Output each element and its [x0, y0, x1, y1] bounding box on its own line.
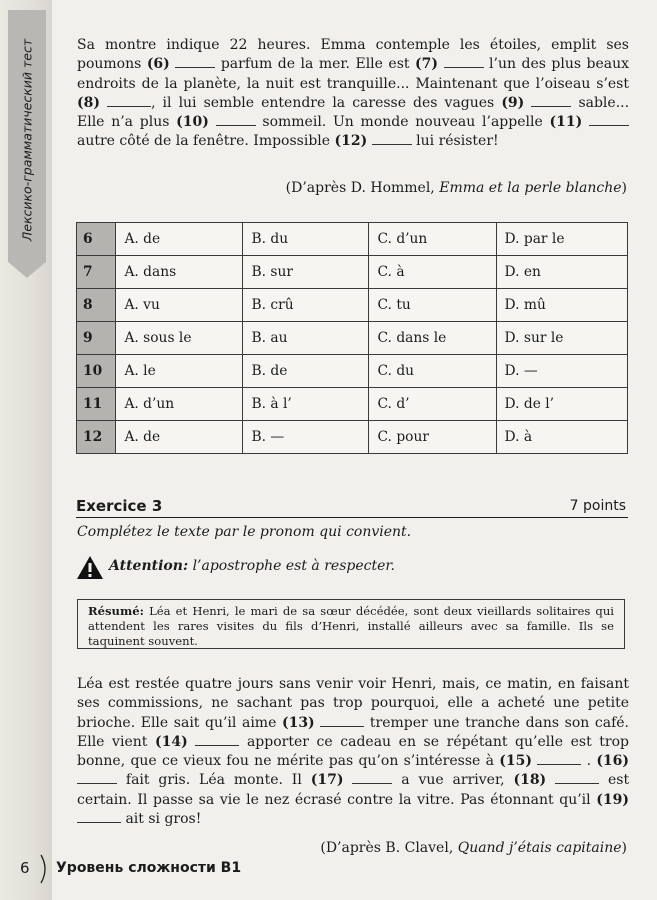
text-segment: parfum de la mer. Elle est — [220, 56, 410, 73]
row-number: 6 — [77, 223, 116, 256]
option-d[interactable]: D. par le — [496, 223, 627, 256]
summary-label: Résumé: — [88, 604, 144, 618]
row-number: 8 — [77, 289, 116, 322]
blank-number-15: (15) — [499, 753, 532, 770]
text-segment: , il lui semble entendre la caresse des vagues — [151, 94, 495, 111]
option-b[interactable]: B. de — [243, 355, 369, 388]
option-a[interactable]: A. d’un — [116, 388, 243, 421]
table-row — [77, 355, 628, 388]
source-suffix: ) — [621, 180, 627, 196]
attention-text: l’apostrophe est à respecter. — [192, 558, 395, 574]
text-segment: . — [586, 753, 592, 770]
blank-6[interactable] — [175, 55, 215, 68]
table-row — [77, 289, 628, 322]
option-a[interactable]: A. le — [116, 355, 243, 388]
source-prefix: (D’après B. Clavel, — [320, 840, 454, 856]
text-segment: ait si gros! — [125, 811, 202, 828]
blank-number-13: (13) — [281, 714, 315, 731]
row-number: 10 — [77, 355, 116, 388]
option-c[interactable]: C. tu — [369, 289, 496, 322]
blank-12[interactable] — [372, 132, 412, 145]
option-c[interactable]: C. dans le — [369, 322, 496, 355]
blank-number-19: (19) — [596, 791, 630, 808]
table-row — [77, 388, 628, 421]
blank-number-17: (17) — [310, 772, 344, 789]
table-row — [77, 421, 628, 454]
blank-8[interactable] — [107, 94, 151, 107]
option-c[interactable]: C. pour — [369, 421, 496, 454]
text-segment: a vue arriver, — [401, 772, 505, 789]
blank-number-16: (16) — [596, 753, 630, 770]
option-a[interactable]: A. vu — [116, 289, 243, 322]
source-title: Quand j’étais capitaine — [457, 840, 622, 856]
blank-17[interactable] — [352, 771, 392, 784]
blank-number-14: (14) — [154, 733, 188, 750]
text-segment: sable... Elle n’a plus — [77, 94, 630, 131]
instruction: Complétez le texte par le pronom qui convient. — [77, 524, 412, 540]
blank-number-11: (11) — [549, 114, 583, 131]
option-c[interactable]: C. du — [369, 355, 496, 388]
text-paragraph-1 — [77, 36, 629, 152]
option-b[interactable]: B. à l’ — [243, 388, 369, 421]
option-a[interactable]: A. de — [116, 421, 243, 454]
option-a[interactable]: A. de — [116, 223, 243, 256]
option-d[interactable]: D. sur le — [496, 322, 627, 355]
page-number: 6 — [20, 859, 30, 877]
sidebar-label: Лексико-грамматический тест — [19, 38, 35, 242]
blank-10[interactable] — [216, 113, 256, 126]
exercise-header — [76, 497, 628, 518]
exercise-points: 7 points — [569, 498, 626, 514]
blank-7[interactable] — [444, 55, 484, 68]
row-number: 11 — [77, 388, 116, 421]
source-prefix: (D’après D. Hommel, — [285, 180, 435, 196]
table-row — [77, 223, 628, 256]
option-d[interactable]: D. à — [496, 421, 627, 454]
option-a[interactable]: A. dans — [116, 256, 243, 289]
option-c[interactable]: C. d’ — [369, 388, 496, 421]
source-suffix: ) — [621, 840, 627, 856]
exercise-title: Exercice 3 — [76, 497, 163, 515]
attention-label: Attention: — [109, 558, 189, 574]
blank-number-6: (6) — [146, 56, 170, 73]
source-title: Emma et la perle blanche — [439, 180, 622, 196]
text-segment: Sa montre indique 22 heures. Emma contemple les étoiles, emplit ses poumons — [77, 37, 629, 73]
text-segment: lui résister! — [416, 133, 499, 150]
footer-separator — [38, 854, 52, 884]
source-citation-2 — [320, 840, 627, 856]
text-segment: apporter ce cadeau en se répétant qu’elle est trop bonne, que ce vieux fou ne mérite pas qu’on s’intéresse à — [77, 733, 630, 770]
text-segment: autre côté de la fenêtre. Impossible — [77, 133, 331, 150]
text-segment: est certain. Il passe sa vie le nez écrasé contre la vitre. Pas étonnant qu’il — [77, 772, 630, 808]
blank-number-9: (9) — [501, 94, 525, 111]
row-number: 7 — [77, 256, 116, 289]
summary-box — [77, 599, 625, 649]
warning-icon — [76, 555, 104, 580]
text-segment: tremper une tranche dans son café. Elle vient — [77, 714, 630, 750]
table-row — [77, 322, 628, 355]
blank-15[interactable] — [537, 752, 581, 765]
text-segment: fait gris. Léa monte. Il — [125, 772, 302, 789]
option-b[interactable]: B. sur — [243, 256, 369, 289]
text-paragraph-2 — [77, 675, 629, 829]
row-number: 9 — [77, 322, 116, 355]
blank-number-10: (10) — [176, 114, 209, 131]
blank-number-8: (8) — [77, 94, 100, 111]
sidebar — [0, 0, 52, 900]
blank-11[interactable] — [589, 113, 629, 126]
blank-number-18: (18) — [513, 772, 547, 789]
option-a[interactable]: A. sous le — [116, 322, 243, 355]
option-c[interactable]: C. à — [369, 256, 496, 289]
answer-choices-table — [76, 222, 628, 454]
option-d[interactable]: D. — — [496, 355, 627, 388]
blank-19[interactable] — [77, 810, 121, 823]
option-c[interactable]: C. d’un — [369, 223, 496, 256]
blank-number-7: (7) — [415, 56, 439, 73]
blank-13[interactable] — [320, 714, 364, 727]
source-citation-1 — [286, 180, 627, 196]
table-row — [77, 256, 628, 289]
blank-18[interactable] — [555, 771, 599, 784]
difficulty-level: Уровень сложности B1 — [56, 860, 242, 876]
text-segment: sommeil. Un monde nouveau l’appelle — [262, 114, 543, 131]
summary-text: Léa et Henri, le mari de sa sœur décédée, sont deux vieillards solitaires qui attendent les rares visites du fils d’Henri, installé ailleurs avec sa famille. Ils se taquinent souvent. — [88, 604, 615, 649]
row-number: 12 — [77, 421, 116, 454]
option-d[interactable]: D. de l’ — [496, 388, 627, 421]
blank-16[interactable] — [77, 771, 117, 784]
option-b[interactable]: B. crû — [243, 289, 369, 322]
blank-9[interactable] — [531, 94, 571, 107]
option-d[interactable]: D. mû — [496, 289, 627, 322]
text-segment: Léa est restée quatre jours sans venir voir Henri, mais, ce matin, en faisant ses commissions, ne sachant pas trop pourquoi, elle a acheté une petite brioche. Elle sait qu’il aime — [77, 676, 629, 731]
option-d[interactable]: D. en — [496, 256, 627, 289]
option-b[interactable]: B. au — [243, 322, 369, 355]
attention-note — [76, 555, 636, 581]
blank-14[interactable] — [195, 733, 239, 746]
option-b[interactable]: B. du — [243, 223, 369, 256]
text-segment: l’un des plus beaux endroits de la planète, la nuit est tranquille... Maintenant que l’oiseau s’est — [77, 56, 630, 92]
option-b[interactable]: B. — — [243, 421, 369, 454]
blank-number-12: (12) — [334, 133, 368, 150]
